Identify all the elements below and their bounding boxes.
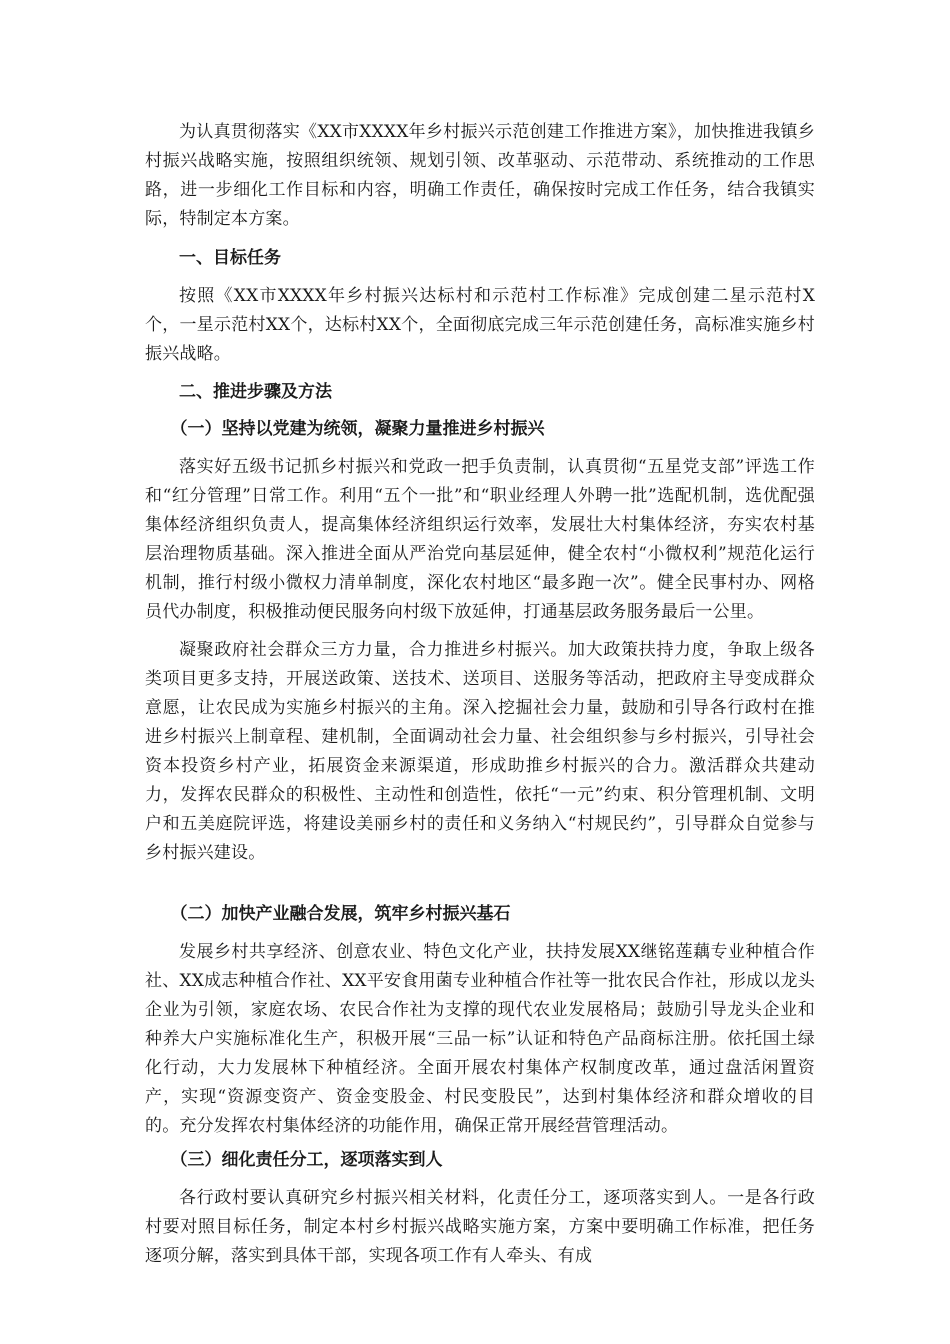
subsection-heading-industry: （二）加快产业融合发展，筑牢乡村振兴基石 [170,904,511,924]
goals-paragraph: 按照《XX市XXXX年乡村振兴达标村和示范村工作标准》完成创建二星示范村X个，一星示范村XX个，达标村XX个，全面彻底完成三年示范创建任务，高标准实施乡村振兴战略。 [145,286,815,364]
party-leadership-paragraph-2: 凝聚政府社会群众三方力量，合力推进乡村振兴。加大政策扶持力度，争取上级各类项目更多支持，开展送政策、送技术、送项目、送服务等活动，把政府主导变成群众意愿，让农民成为实施乡村振兴的主角。深入挖掘社会力量，鼓励和引导各行政村在推进乡村振兴上制章程、建机制，全面调动社会力量、社会组织参与乡村振兴，引导社会资本投资乡村产业，拓展资金来源渠道，形成助推乡村振兴的合力。激活群众共建动力，发挥农民群众的积极性、主动性和创造性，依托“一元”约束、积分管理机制、文明户和五美庭院评选，将建设美丽乡村的责任和义务纳入“村规民约”，引导群众自觉参与乡村振兴建设。 [145,640,815,863]
party-leadership-paragraph-1: 落实好五级书记抓乡村振兴和党政一把手负责制，认真贯彻“五星党支部”评选工作和“红分管理”日常工作。利用“五个一批”和“职业经理人外聘一批”选配机制，选优配强集体经济组织负责人，提高集体经济组织运行效率，发展壮大村集体经济，夯实农村基层治理物质基础。深入推进全面从严治党向基层延伸，健全农村“小微权利”规范化运行机制，推行村级小微权力清单制度，深化农村地区“最多跑一次”。健全民事村办、网格员代办制度，积极推动便民服务向村级下放延伸，打通基层政务服务最后一公里。 [145,457,815,622]
section-heading-steps: 二、推进步骤及方法 [179,382,332,402]
subsection-heading-responsibility: （三）细化责任分工，逐项落实到人 [170,1150,443,1170]
industry-paragraph: 发展乡村共享经济、创意农业、特色文化产业，扶持发展XX继铭莲藕专业种植合作社、XX成志种植合作社、XX平安食用菌专业种植合作社等一批农民合作社，形成以龙头企业为引领，家庭农场、农民合作社为支撑的现代农业发展格局；鼓励引导龙头企业和种养大户实施标准化生产，积极开展“三品一标”认证和特色产品商标注册。依托国土绿化行动，大力发展林下种植经济。全面开展农村集体产权制度改革，通过盘活闲置资产，实现“资源变资产、资金变股金、村民变股民”，达到村集体经济和群众增收的目的。充分发挥农村集体经济的功能作用，确保正常开展经营管理活动。 [145,942,815,1136]
subsection-heading-party-leadership: （一）坚持以党建为统领，凝聚力量推进乡村振兴 [170,419,545,439]
section-heading-goals: 一、目标任务 [179,248,281,268]
intro-paragraph: 为认真贯彻落实《XX市XXXX年乡村振兴示范创建工作推进方案》，加快推进我镇乡村振兴战略实施，按照组织统领、规划引领、改革驱动、示范带动、系统推动的工作思路，进一步细化工作目标和内容，明确工作责任，确保按时完成工作任务，结合我镇实际，特制定本方案。 [145,122,815,229]
responsibility-paragraph: 各行政村要认真研究乡村振兴相关材料，化责任分工，逐项落实到人。一是各行政村要对照目标任务，制定本村乡村振兴战略实施方案，方案中要明确工作标准，把任务逐项分解，落实到具体干部，实现各项工作有人牵头、有成 [145,1188,815,1266]
document-page [145,118,815,1271]
